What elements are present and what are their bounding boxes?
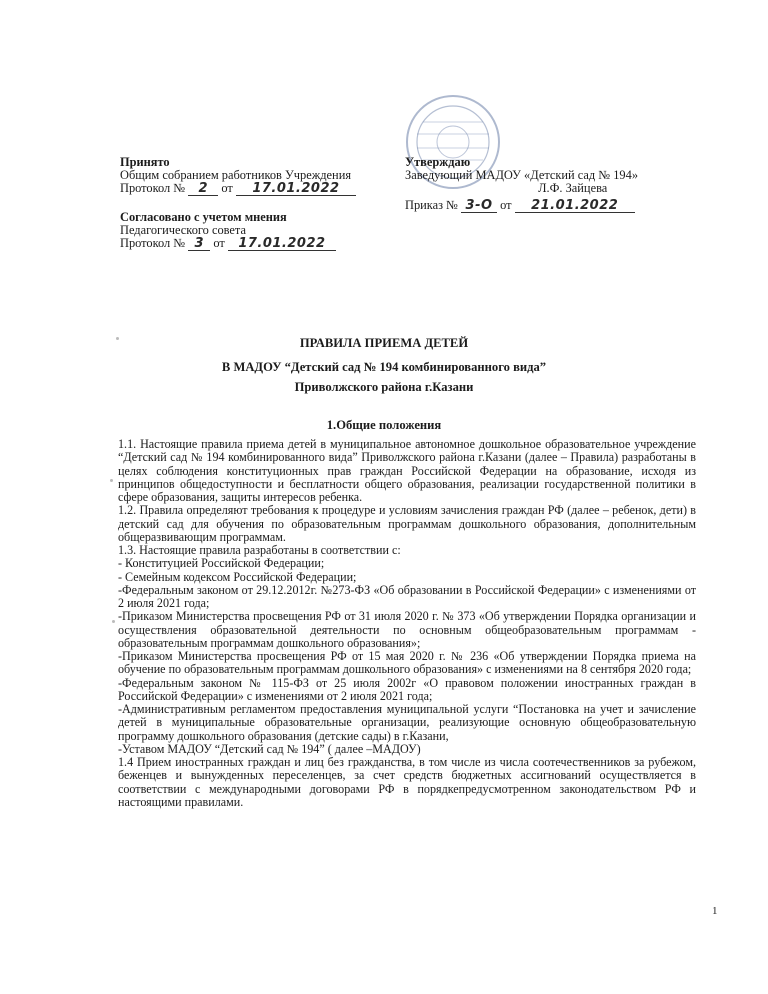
order-from: от — [500, 197, 512, 212]
order-date-handwritten: 21.01.2022 — [515, 200, 635, 213]
agreed-block — [120, 211, 336, 251]
list-item: -Приказом Министерства просвещения РФ от 15 мая 2020 г. № 236 «Об утверждении Порядка приема на обучение по образовательным программам дошкольного образования» с изменениями на 8 сентября 2020 года; — [118, 649, 696, 677]
protocol2-number-handwritten: 3 — [188, 238, 210, 251]
order-line — [405, 199, 638, 213]
paragraph-1-1: 1.1. Настоящие правила приема детей в муниципальное автономное дошкольное образовательное учреждение “Детский сад № 194 комбинированного вида” Приволжского района г.Казани (далее – Правила) разработаны в целях соблюдения конституционных прав граждан Российской Федерации на образование, исходя из принципов общедоступности и бесплатности общего образования, реализации государственной политики в сфере образования, защиты интересов ребенка. — [118, 437, 696, 504]
protocol-prefix: Протокол № — [120, 181, 186, 196]
protocol-number-handwritten: 2 — [188, 183, 218, 196]
list-item: -Административным регламентом предоставления муниципальной услуги “Постановка на учет и зачисление детей в муниципальные образовательные организации, реализующие основную общеобразовательную программу дошкольного образования (детские сады) в г.Казани, — [118, 702, 696, 743]
agreed-heading: Согласовано с учетом мнения — [120, 210, 287, 224]
scan-speck — [110, 479, 113, 482]
document-title-line1: ПРАВИЛА ПРИЕМА ДЕТЕЙ — [299, 336, 469, 350]
scan-speck — [116, 337, 119, 340]
document-title-line2: В МАДОУ “Детский сад № 194 комбинированного вида” — [221, 360, 547, 374]
order-prefix: Приказ № — [405, 197, 458, 212]
agreed-council: Педагогического совета — [120, 223, 246, 238]
paragraph-1-2: 1.2. Правила определяют требования к процедуре и условиям зачисления граждан РФ (далее – ребенок, дети) в детский сад для обучения по образовательным программам дошкольного образования, дополнительным общеразвивающим программам. — [118, 503, 696, 544]
list-item: -Федеральным законом № 115-ФЗ от 25 июля 2002г «О правовом положении иностранных граждан в Российской Федерации» с изменениями от 2 июля 2021 года; — [118, 675, 696, 703]
page-number: 1 — [712, 905, 718, 917]
approved-head: Заведующий МАДОУ «Детский сад № 194» — [405, 168, 639, 183]
protocol2-from: от — [213, 236, 225, 251]
accepted-block — [120, 156, 356, 196]
protocol-date-handwritten: 17.01.2022 — [236, 183, 356, 196]
scan-speck — [112, 620, 115, 623]
paragraph-1-4: 1.4 Прием иностранных граждан и лиц без гражданства, в том числе из числа соотечественников за рубежом, беженцев и вынужденных переселенцев, за счет средств бюджетных ассигнований осуществляется в соответствии с международными договорами РФ в порядкепредусмотренном законодательством РФ и настоящими правилами. — [118, 755, 696, 809]
section-heading: 1.Общие положения — [326, 418, 442, 432]
approved-heading: Утверждаю — [405, 155, 471, 169]
head-name: Л.Ф. Зайцева — [538, 181, 608, 196]
agreed-protocol-line — [120, 237, 336, 251]
list-item: - Семейным кодексом Российской Федерации; — [118, 569, 357, 584]
protocol-from: от — [221, 181, 233, 196]
paragraph-1-3: 1.3. Настоящие правила разработаны в соответствии с: — [118, 543, 401, 557]
list-item: -Федеральным законом от 29.12.2012г. №273-ФЗ «Об образовании в Российской Федерации» с изменениями от 2 июля 2021 года; — [118, 582, 696, 610]
order-number-handwritten: 3-О — [461, 200, 497, 213]
approved-signature-line — [405, 182, 638, 195]
approved-block — [405, 156, 638, 213]
list-item: -Уставом МАДОУ “Детский сад № 194” ( далее –МАДОУ) — [118, 741, 421, 756]
document-title-line3: Приволжского района г.Казани — [294, 380, 474, 394]
accepted-protocol-line — [120, 182, 356, 196]
protocol2-prefix: Протокол № — [120, 236, 186, 251]
protocol2-date-handwritten: 17.01.2022 — [228, 238, 336, 251]
document-body — [118, 438, 696, 809]
list-item: -Приказом Министерства просвещения РФ от 31 июля 2020 г. № 373 «Об утверждении Порядка организации и осуществления образовательной деятельности по основным общеобразовательным программам - образовательным программам дошкольного образования»; — [118, 609, 696, 650]
list-item: - Конституцией Российской Федерации; — [118, 556, 325, 571]
accepted-by-meeting: Общим собранием работников Учреждения — [120, 168, 352, 183]
accepted-heading: Принято — [120, 155, 170, 169]
